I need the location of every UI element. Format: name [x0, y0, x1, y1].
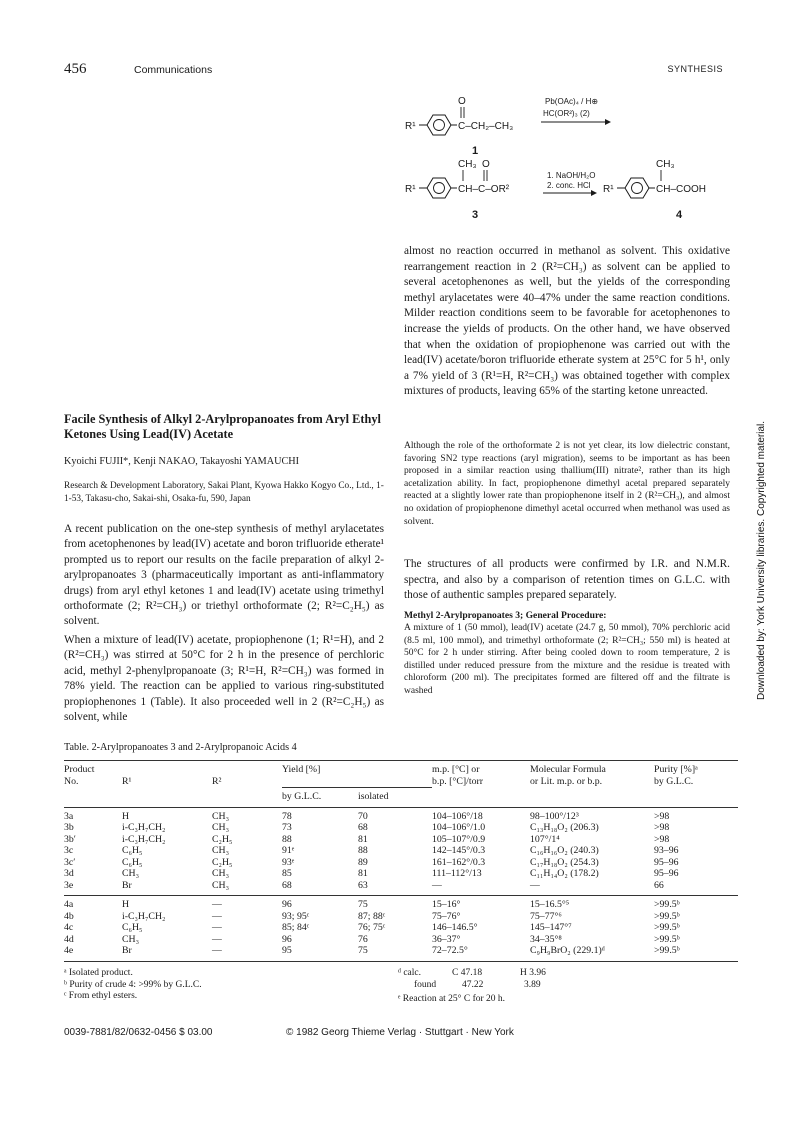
table-cell: 34–35°⁸ [530, 933, 562, 945]
table-cell: 3e [64, 879, 74, 891]
ester-oxygen: O [482, 159, 490, 170]
table-row [64, 822, 738, 834]
footnote-d-calc-h: H 3.96 [520, 968, 546, 978]
table-row [64, 899, 738, 911]
th-mf2: or Lit. m.p. or b.p. [530, 775, 603, 787]
esters-table-body [64, 811, 738, 892]
table-cell: 96 [282, 933, 292, 945]
reagent-bottom: HC(OR²)₃ (2) [543, 109, 590, 118]
table-cell: — [212, 910, 222, 922]
footnote-d-found-c: 47.22 [462, 979, 484, 990]
table-cell: C₁₃H₁₈O₂ (206.3) [530, 822, 599, 833]
step-2: 2. conc. HCl [547, 181, 591, 190]
footnote-d-calc-c: C 47.18 [452, 968, 483, 978]
table-cell: 81 [358, 833, 368, 845]
table-cell: CH₃ [122, 868, 140, 879]
step-1: 1. NaOH/H₂O [547, 171, 596, 180]
table-cell: H [122, 899, 130, 910]
table-cell: 36–37° [432, 933, 461, 945]
table-row [64, 868, 738, 880]
table-row [64, 834, 738, 846]
table-cell: 73 [282, 822, 292, 833]
page-number: 456 [64, 61, 87, 77]
table-cell: — [530, 879, 540, 891]
table-cell: i-C₃H₇CH₂ [122, 822, 166, 833]
table-cell: CH₃ [212, 810, 230, 822]
table-cell: 98–100°/12³ [530, 810, 579, 822]
ester-chain: CH–C–OR² [458, 184, 510, 195]
table-cell: >99.5ᵇ [654, 945, 680, 956]
table-row [64, 945, 738, 957]
table-cell: 91ᵉ [282, 845, 295, 856]
ketone-chain: C–CH₂–CH₃ [458, 121, 514, 132]
download-watermark-text: Downloaded by: York University libraries. Copyrighted material. [756, 420, 767, 700]
footnote-c: ᶜ From ethyl esters. [64, 991, 138, 1002]
article-affiliation: Research & Development Laboratory, Sakai Plant, Kyowa Hakko Kogyo Co., Ltd., 1-1-53, Takasu-cho, Sakai-shi, Osaka-fu, 590, Japan [64, 481, 384, 504]
table-cell: i-C₃H₇CH₂ [122, 833, 166, 845]
table-cell: 75–77°⁶ [530, 910, 562, 922]
table-cell: H [122, 810, 130, 822]
ester-methyl: CH₃ [458, 159, 477, 170]
right-column-paragraph-2: Although the role of the orthoformate 2 is not yet clear, its low dielectric constant, favoring SN2 type reactions (aryl migration), seems to be important as has been proposed in a similar reaction using thallium(III) nitrate², rather than its high acetalization ability. In fact, propiophenone dimethyl acetal prepared separately reacted at a slightly lower rate than propiophenone itself in 2 (R²=CH₃), and almost no oxidation of propiophenone dimethyl acetal occurred when methanol was used as solvent. [404, 441, 730, 527]
download-watermark [756, 410, 768, 700]
table-cell: 85 [282, 868, 292, 879]
acids-table-body [64, 899, 738, 957]
table-cell: 72–72.5° [432, 945, 468, 956]
table-caption: Table. 2-Arylpropanoates 3 and 2-Arylpropanoic Acids 4 [64, 742, 297, 753]
footnotes-left [64, 968, 202, 1003]
table-cell: — [212, 933, 222, 945]
footnote-a: ᵃ Isolated product. [64, 968, 133, 978]
table-row [64, 922, 738, 934]
th-purity1: Purity [%]ᵃ [654, 764, 698, 775]
general-procedure-text: A mixture of 1 (50 mmol), lead(IV) acetate (24.7 g, 50 mmol), 70% perchloric acid (8.5 ml, 100 mmol), and trimethyl orthoformate (2; R²=CH₃; 550 ml) is heated at 50°C for 2 h under stirring. After being cooled down to room temperature, 2 is distilled under reduced pressure from the mixture and the residue is treated with chloroform (200 ml). The precipitates formed are filtered off and the filtrate is washed [404, 623, 730, 696]
table-cell: 3c [64, 845, 74, 856]
table-cell: 161–162°/0.3 [432, 856, 486, 868]
table-cell: 93; 95ᶜ [282, 910, 310, 922]
table-cell: C₆H₅ [122, 922, 143, 933]
table-cell: C₁₆H₁₆O₂ (240.3) [530, 845, 599, 856]
footnote-d-found-h: 3.89 [524, 979, 541, 990]
table-cell: 15–16.5°⁵ [530, 899, 570, 910]
table-cell: C₁₁H₁₄O₂ (178.2) [530, 868, 599, 879]
table-row [64, 845, 738, 857]
ketone-oxygen: O [458, 96, 466, 107]
table-cell: 95–96 [654, 868, 679, 879]
table-cell: 89 [358, 856, 368, 868]
table-cell: 105–107°/0.9 [432, 833, 486, 845]
table-cell: 104–106°/1.0 [432, 822, 486, 833]
table-cell: 145–147°⁷ [530, 922, 572, 933]
th-mp2: b.p. [°C]/torr [432, 775, 483, 787]
th-no: No. [64, 775, 79, 787]
table-cell: 4b [64, 910, 74, 922]
benzene-ring-icon [427, 178, 451, 198]
table-cell: 146–146.5° [432, 922, 478, 933]
compound-1-label: 1 [472, 145, 479, 157]
table-cell: 104–106°/18 [432, 810, 483, 822]
table-cell: 4a [64, 899, 74, 910]
right-column-paragraph-1: almost no reaction occurred in methanol as solvent. This oxidative rearrangement reaction in 2 (R²=CH₃) as solvent can be applied to several acetophenones as well, but the yields of the corresponding methyl arylacetates were 40–47% under the same reaction conditions. Milder reaction conditions seem to be favorable for acetophenones to increase the yields of products. On the other hand, we have observed that when the oxidation of propiophenone was carried out with the lead(IV) acetate/boron trifluoride etherate system at 25°C for 5 h¹, only a 7% yield of 3 (R¹=H, R²=CH₃) was obtained together with complex mixtures of products, leaving 65% of the starting ketone unreacted. [404, 245, 730, 398]
ester-substituent: R¹ [405, 184, 416, 195]
table-cell: 75 [358, 945, 368, 956]
article-authors: Kyoichi FUJII*, Kenji NAKAO, Takayoshi YAMAUCHI [64, 456, 299, 467]
acid-methyl: CH₃ [656, 159, 675, 170]
journal-name: SYNTHESIS [667, 64, 723, 74]
compound-4-label: 4 [676, 209, 683, 221]
table-cell: 75–76° [432, 910, 461, 922]
table-cell: CH₃ [212, 822, 230, 833]
reagent-top: Pb(OAc)₄ / H⊕ [545, 97, 599, 106]
acid-chain: CH–COOH [656, 184, 707, 195]
table-cell: 3d [64, 868, 74, 879]
th-mp1: m.p. [°C] or [432, 764, 480, 775]
section-label: Communications [134, 64, 213, 76]
table-cell: >99.5ᵇ [654, 922, 680, 933]
table-cell: 4c [64, 922, 74, 933]
table-cell: >99.5ᵇ [654, 899, 680, 910]
table-cell: i-C₃H₇CH₂ [122, 910, 166, 922]
table-row [64, 911, 738, 923]
table-cell: 88 [358, 845, 368, 856]
table-cell: C₆H₅ [122, 845, 143, 856]
footer-publisher: © 1982 Georg Thieme Verlag · Stuttgart · New York [286, 1027, 514, 1038]
general-procedure-heading: Methyl 2-Arylpropanoates 3; General Procedure: [404, 610, 607, 621]
table-cell: 3c′ [64, 856, 76, 868]
table-cell: 3b [64, 822, 74, 833]
ketone-substituent: R¹ [405, 121, 416, 132]
benzene-ring-icon [427, 115, 451, 135]
table-cell: >99.5ᵇ [654, 933, 680, 945]
table-cell: 87; 88ᶜ [358, 910, 386, 922]
table-cell: 142–145°/0.3 [432, 845, 486, 856]
th-r1: R¹ [122, 775, 132, 787]
table-cell: 85; 84ᶜ [282, 922, 310, 933]
table-cell: 15–16° [432, 899, 461, 910]
table-cell: 81 [358, 868, 368, 879]
th-product: Product [64, 764, 95, 775]
table-cell: — [432, 879, 442, 891]
table-cell: 4d [64, 933, 74, 945]
table-cell: CH₃ [212, 868, 230, 879]
table-cell: — [212, 922, 222, 933]
footnotes-right [398, 968, 718, 1006]
th-purity2: by G.L.C. [654, 775, 694, 787]
table-cell: 107°/1⁴ [530, 833, 560, 845]
table-cell: C₁₇H₁₈O₂ (254.3) [530, 856, 599, 868]
footnote-e: ᵉ Reaction at 25° C for 20 h. [398, 994, 506, 1005]
results-table [64, 760, 738, 962]
article-title: Facile Synthesis of Alkyl 2-Arylpropanoates from Aryl Ethyl Ketones Using Lead(IV) Acetate [64, 412, 381, 441]
th-r2: R² [212, 775, 222, 787]
footnote-b: ᵇ Purity of crude 4: >99% by G.L.C. [64, 979, 202, 990]
table-cell: 76 [358, 933, 368, 945]
table-cell: CH₃ [122, 933, 140, 945]
table-cell: 68 [358, 822, 368, 833]
table-header [64, 764, 738, 803]
table-cell: — [212, 899, 222, 910]
table-row [64, 880, 738, 892]
table-cell: C₆H₅ [122, 856, 143, 868]
table-cell: 3b′ [64, 833, 76, 845]
table-cell: Br [122, 945, 132, 956]
table-cell: >98 [654, 810, 670, 822]
footnote-d-found: found [414, 979, 437, 990]
footer-code: 0039-7881/82/0632-0456 $ 03.00 [64, 1027, 213, 1038]
left-paragraph-2: When a mixture of lead(IV) acetate, propiophenone (1; R¹=H), and 2 (R²=CH₃) was stirred at 50°C for 2 h in the presence of perchloric acid, methyl 2-phenylpropanoate (3; R¹=H, R²=CH₃) was formed in 78% yield. The reaction can be applied to various ring-substituted propiophenones 1 (Table). It also proceeded well in 2 (R²=C₂H₅) as solvent, while [64, 634, 384, 724]
table-cell: Br [122, 879, 132, 891]
table-row [64, 934, 738, 946]
table-cell: >98 [654, 833, 670, 845]
table-cell: 88 [282, 833, 292, 845]
table-cell: 66 [654, 879, 664, 891]
table-cell: >98 [654, 822, 670, 833]
footnote-d-label: ᵈ calc. [398, 968, 421, 978]
compound-3-label: 3 [472, 209, 479, 221]
table-cell: 78 [282, 810, 292, 822]
th-mf1: Molecular Formula [530, 764, 606, 775]
table-cell: CH₃ [212, 879, 230, 891]
table-cell: 63 [358, 879, 368, 891]
table-cell: 95–96 [654, 856, 679, 868]
reaction-scheme [395, 92, 735, 227]
table-cell: 93ᵉ [282, 856, 295, 868]
table-cell: — [212, 945, 222, 956]
table-row [64, 811, 738, 823]
table-cell: C₉H₉BrO₂ (229.1)ᵈ [530, 945, 605, 956]
table-cell: 76; 75ᶜ [358, 922, 386, 933]
table-cell: 70 [358, 810, 368, 822]
table-row [64, 857, 738, 869]
table-cell: 95 [282, 945, 292, 956]
table-cell: >99.5ᵇ [654, 910, 680, 922]
benzene-ring-icon [625, 178, 649, 198]
left-paragraph-1: A recent publication on the one-step synthesis of methyl arylacetates from acetophenones by lead(IV) acetate and boron trifluoride etherate¹ prompted us to report our results on the facile preparation of alkyl 2-arylpropanoates 3 (pharmaceutically important as anti-inflammatory drugs) from aryl ethyl ketones 1 and lead(IV) acetate using trimethyl orthoformate (2; R²=CH₃) or triethyl orthoformate (2; R²=C₂H₅) as solvent. [64, 523, 384, 628]
th-yield: Yield [%] [282, 764, 321, 775]
table-cell: 96 [282, 899, 292, 910]
table-cell: 4e [64, 945, 74, 956]
table-cell: 68 [282, 879, 292, 891]
table-cell: 3a [64, 810, 74, 822]
table-cell: 111–112°/13 [432, 868, 482, 879]
table-cell: 93–96 [654, 845, 679, 856]
th-glc: by G.L.C. [282, 791, 322, 802]
table-cell: 75 [358, 899, 368, 910]
acid-substituent: R¹ [603, 184, 614, 195]
table-cell: C₂H₅ [212, 856, 233, 868]
th-isolated: isolated [358, 791, 389, 802]
right-column-paragraph-3: The structures of all products were confirmed by I.R. and N.M.R. spectra, and also by a comparison of retention times on G.L.C. with those of authentic samples prepared separately. [404, 558, 730, 602]
table-cell: CH₃ [212, 845, 230, 856]
table-cell: C₂H₅ [212, 833, 233, 845]
